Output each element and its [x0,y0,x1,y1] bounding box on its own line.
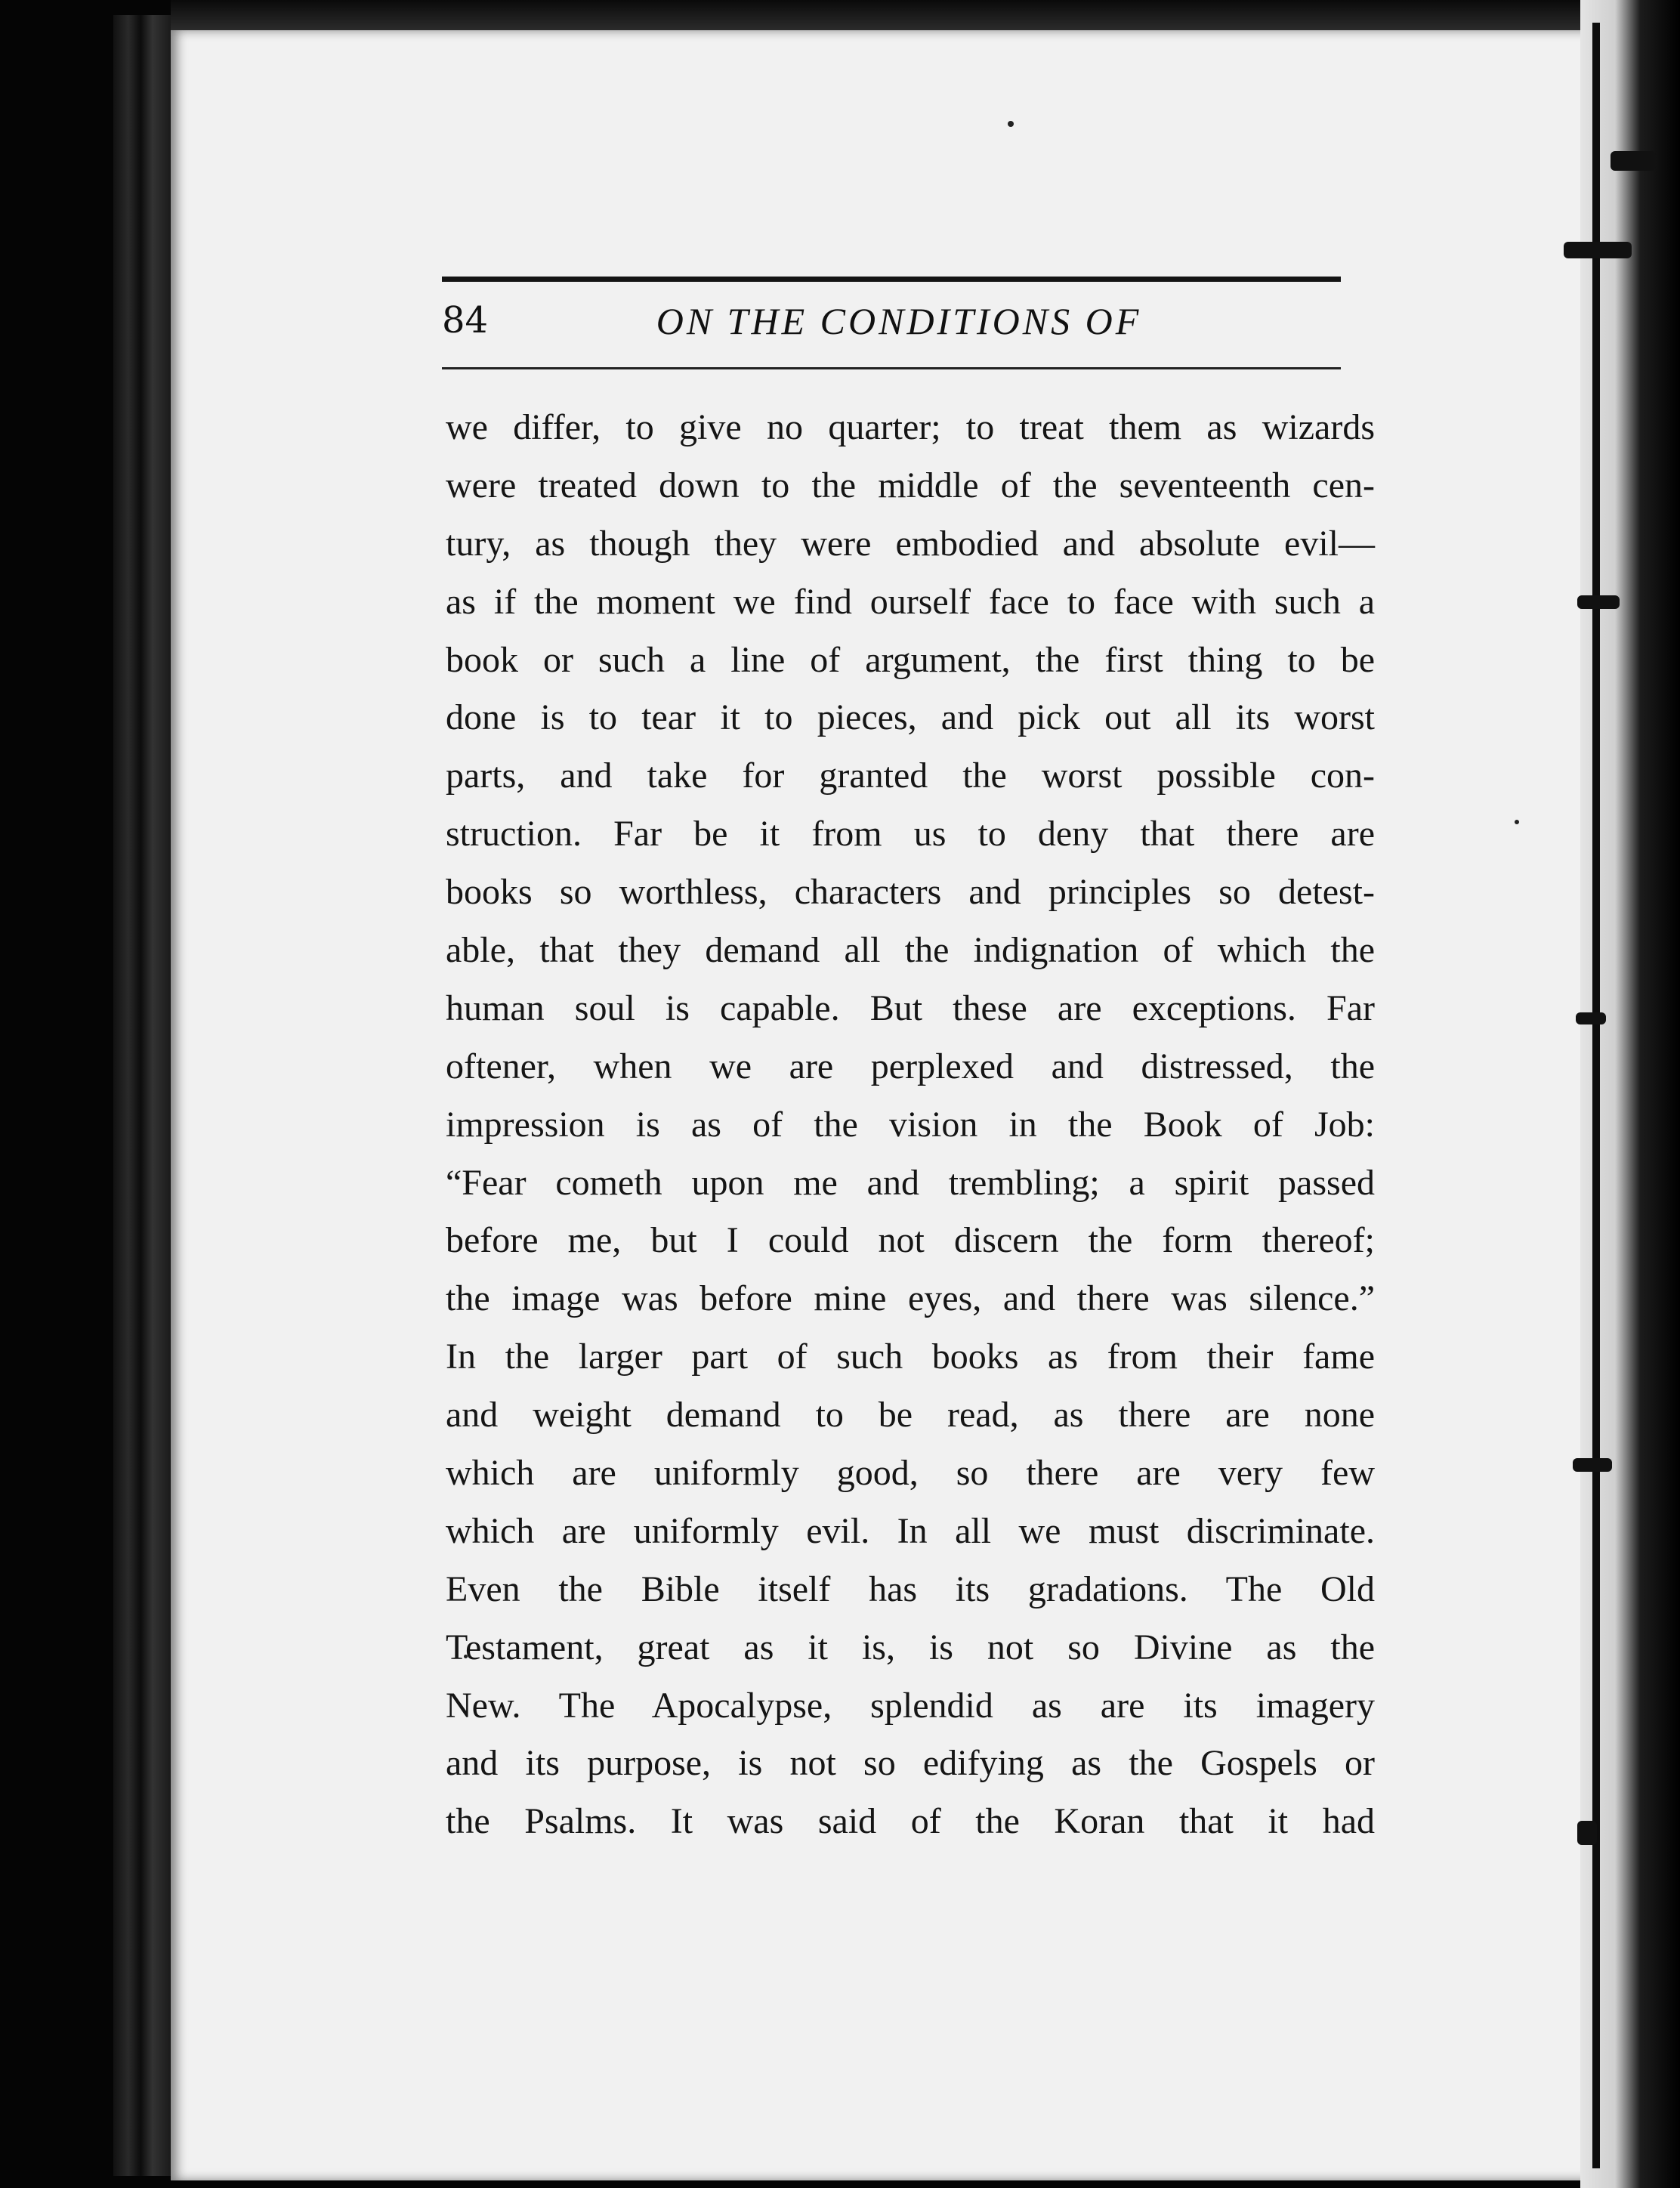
text-line: In the larger part of such books as from their fame [446,1337,1375,1377]
binding-thread-mark [1573,1458,1612,1472]
text-line: impression is as of the vision in the Book of Job: [446,1104,1375,1145]
book-edge-left [113,15,174,2176]
header-rule-bottom [442,367,1341,369]
body-text [446,399,1375,1851]
text-line: as if the moment we find ourself face to face with such a [446,581,1375,622]
text-line: Testament, great as it is, is not so Divine as the [446,1627,1375,1667]
text-line: able, that they demand all the indignation of which the [446,930,1375,971]
text-line: which are uniformly good, so there are very few [446,1453,1375,1494]
text-line: done is to tear it to pieces, and pick out all its worst [446,697,1375,738]
text-line: Even the Bible itself has its gradations. The Old [446,1568,1375,1609]
text-line: “Fear cometh upon me and trembling; a spirit passed [446,1162,1375,1203]
paper-speck [1008,121,1014,127]
binding-thread-mark [1611,151,1656,171]
page-top-shadow [171,0,1598,30]
text-line: were treated down to the middle of the seventeenth cen- [446,465,1375,505]
text-line: which are uniformly evil. In all we must discriminate. [446,1510,1375,1551]
binding-thread-mark [1564,242,1632,258]
text-line: oftener, when we are perplexed and distressed, the [446,1046,1375,1086]
text-line: book or such a line of argument, the first thing to be [446,639,1375,680]
page-number: 84 [442,299,489,341]
gutter-binding-line [1592,23,1600,2168]
header-rule-top [442,277,1341,282]
text-line: the Psalms. It was said of the Koran that it had [446,1801,1375,1842]
binding-thread-mark [1577,595,1620,609]
running-title: ON THE CONDITIONS OF [656,300,1142,342]
text-line: New. The Apocalypse, splendid as are its imagery [446,1685,1375,1726]
paper-speck [1515,820,1519,824]
binding-thread-mark [1577,1821,1597,1845]
text-line: struction. Far be it from us to deny that there are [446,814,1375,854]
text-line: parts, and take for granted the worst possible con- [446,756,1375,796]
text-line: tury, as though they were embodied and absolute evil— [446,523,1375,564]
text-line: the image was before mine eyes, and there was silence.” [446,1278,1375,1319]
text-line: books so worthless, characters and principles so detest- [446,872,1375,913]
text-line: human soul is capable. But these are exceptions. Far [446,987,1375,1028]
text-line: we differ, to give no quarter; to treat them as wizards [446,407,1375,447]
binding-thread-mark [1576,1012,1606,1024]
text-line: and its purpose, is not so edifying as the Gospels or [446,1743,1375,1784]
text-line: before me, but I could not discern the form thereof; [446,1220,1375,1261]
text-line: and weight demand to be read, as there are none [446,1395,1375,1435]
